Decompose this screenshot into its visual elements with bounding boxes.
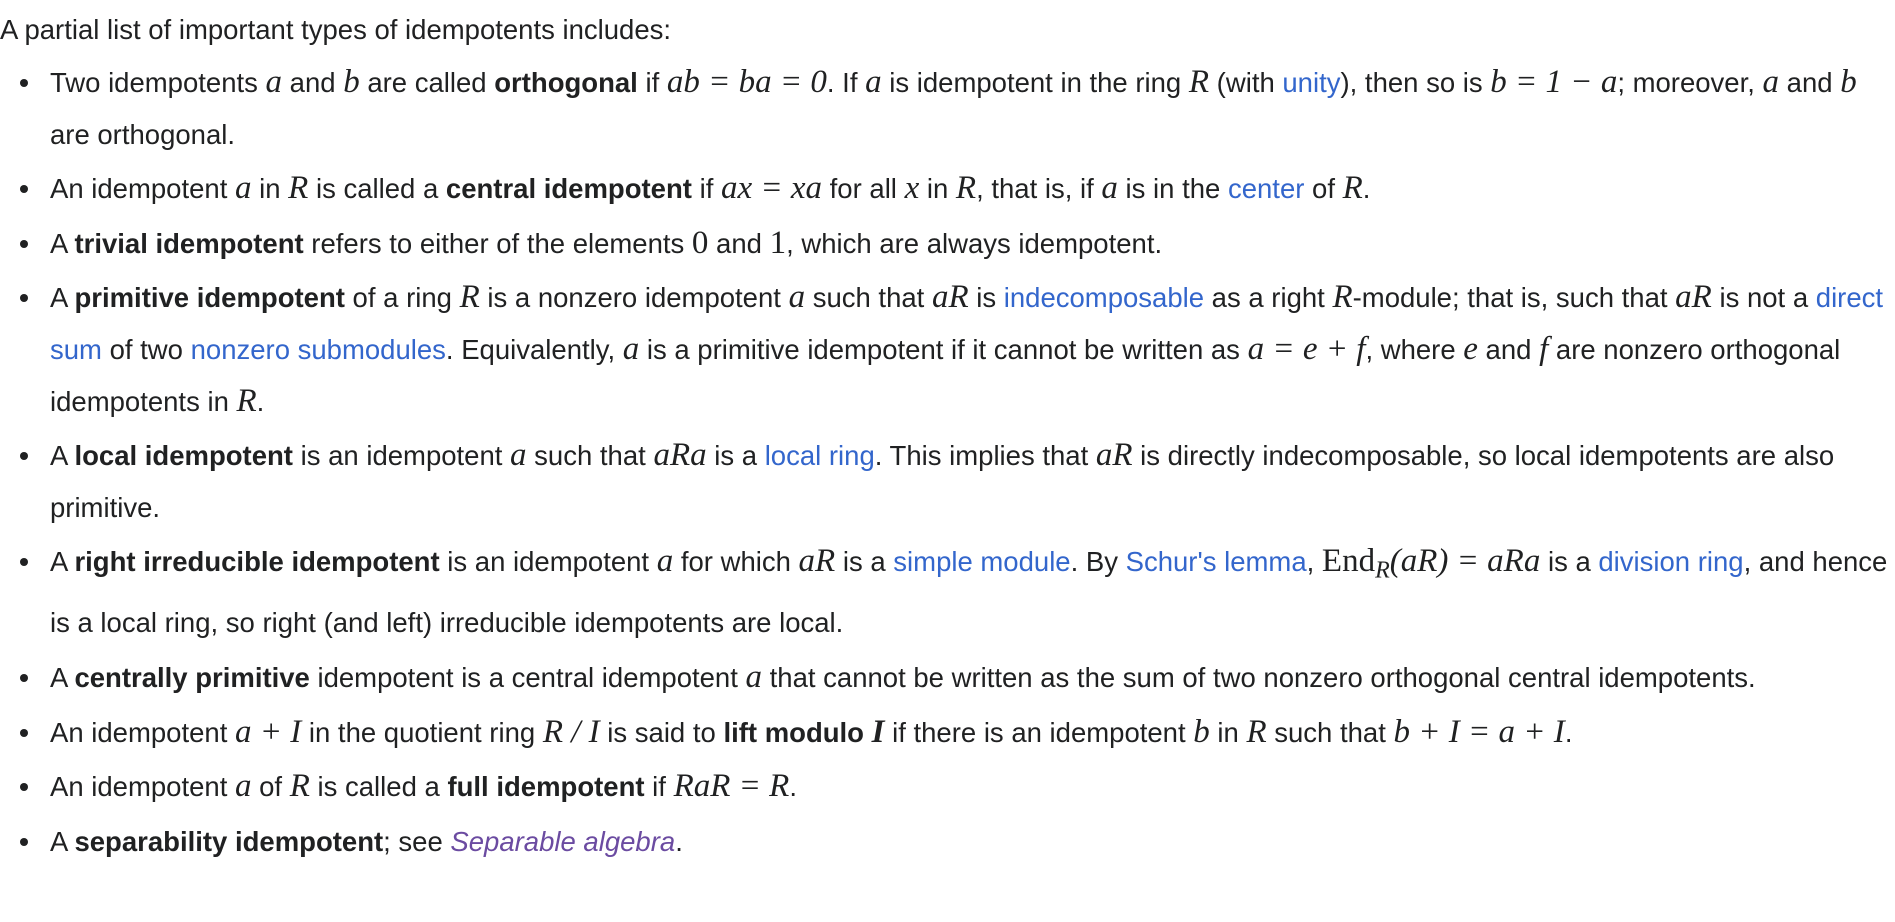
- math: R: [955, 170, 977, 207]
- text: if: [637, 67, 667, 98]
- text: . If: [826, 67, 866, 98]
- math: (aR) = aRa: [1389, 543, 1541, 580]
- list-item-right-irreducible-idempotent: [0, 536, 1895, 649]
- math: a: [1762, 64, 1780, 100]
- link-nonzero-submodules[interactable]: nonzero submodules: [190, 333, 446, 365]
- math: a: [234, 170, 252, 207]
- text: idempotent is a central idempotent: [309, 662, 746, 694]
- list-item-local-idempotent: [0, 430, 1895, 533]
- bullet-icon: [20, 783, 28, 791]
- text: are orthogonal.: [50, 118, 235, 150]
- text: and: [1779, 67, 1841, 98]
- text: Two idempotents: [50, 67, 266, 98]
- text: in the quotient ring: [301, 716, 543, 748]
- text: and: [1477, 333, 1540, 365]
- text: .: [1564, 716, 1573, 748]
- text: is a: [835, 546, 894, 578]
- idempotent-types-list: [0, 57, 1895, 867]
- text: An idempotent: [50, 771, 235, 803]
- text: . Equivalently,: [445, 333, 623, 365]
- term-full-idempotent: full idempotent: [447, 771, 645, 803]
- link-local-ring[interactable]: local ring: [764, 440, 875, 472]
- text: are nonzero orthogonal idempotents in: [50, 333, 1841, 417]
- term-separability-idempotent: separability idempotent: [74, 825, 384, 857]
- text: (with: [1209, 67, 1283, 98]
- bullet-icon: [20, 838, 28, 846]
- text: are called: [359, 67, 495, 98]
- math: a: [865, 64, 882, 100]
- list-item-lift-modulo: [0, 707, 1895, 759]
- text: of two: [101, 333, 191, 365]
- text: refers to either of the elements: [303, 227, 692, 259]
- math: aR: [931, 279, 969, 316]
- text: in: [251, 173, 289, 205]
- link-direct-sum[interactable]: direct sum: [50, 282, 1884, 365]
- text: and: [708, 227, 770, 259]
- math: b + I = a + I: [1393, 713, 1565, 750]
- text: A: [50, 546, 75, 578]
- text: .: [256, 385, 265, 417]
- bullet-icon: [20, 729, 28, 737]
- bullet-icon: [20, 294, 28, 302]
- text: ), then so is: [1340, 67, 1491, 98]
- text: of: [1304, 173, 1343, 205]
- math: ax = xa: [720, 170, 823, 207]
- math: a = e + f: [1247, 330, 1366, 367]
- list-item-trivial-idempotent: [0, 218, 1895, 270]
- text: such that: [805, 282, 932, 314]
- text: is an idempotent: [292, 440, 511, 472]
- math: a: [234, 768, 252, 805]
- list-item-centrally-primitive: [0, 652, 1895, 704]
- math: End: [1321, 543, 1376, 580]
- text: is not a: [1711, 282, 1816, 314]
- link-center[interactable]: center: [1227, 173, 1305, 205]
- math: R: [1246, 713, 1267, 750]
- text: in: [919, 173, 956, 205]
- text: is a: [1540, 546, 1599, 578]
- math: b: [1840, 64, 1857, 100]
- math: ab = ba = 0: [666, 64, 827, 100]
- bullet-icon: [20, 558, 28, 566]
- term-centrally-primitive: centrally primitive: [74, 662, 310, 694]
- text: such that: [526, 440, 654, 472]
- math: R: [459, 279, 480, 316]
- text: of: [251, 771, 290, 803]
- math: aRa: [653, 437, 707, 474]
- text: , where: [1365, 333, 1464, 365]
- math: a: [656, 543, 674, 580]
- link-division-ring[interactable]: division ring: [1598, 546, 1744, 578]
- math: R: [1188, 64, 1210, 100]
- text: .: [675, 825, 683, 857]
- math: a: [622, 330, 640, 367]
- math-subscript: R: [1375, 557, 1390, 584]
- math: R: [289, 768, 310, 805]
- math: a + I: [234, 713, 302, 750]
- text: ; see: [383, 825, 451, 857]
- text: for all: [822, 173, 905, 205]
- text: is directly indecomposable, so local idempotents are also primitive.: [50, 440, 1835, 523]
- term-local-idempotent: local idempotent: [74, 440, 293, 472]
- link-simple-module[interactable]: simple module: [893, 546, 1071, 578]
- text: is a: [706, 440, 765, 472]
- text: if: [644, 771, 674, 803]
- text: .: [789, 771, 797, 803]
- text: is an idempotent: [439, 546, 657, 578]
- text: A: [50, 440, 75, 472]
- text: of a ring: [344, 282, 460, 314]
- term-lift-modulo: lift modulo: [723, 716, 872, 748]
- text: A: [50, 825, 75, 857]
- text: in: [1209, 716, 1247, 748]
- list-item-primitive-idempotent: [0, 272, 1895, 427]
- text: A: [50, 227, 75, 259]
- intro-paragraph: A partial list of important types of idempotents includes:: [0, 14, 672, 45]
- text: , which are always idempotent.: [786, 227, 1163, 259]
- math: e: [1463, 330, 1478, 367]
- list-item-full-idempotent: [0, 761, 1895, 813]
- text: that cannot be written as the sum of two nonzero orthogonal central idempotents.: [762, 662, 1756, 694]
- list-item-separability-idempotent: [0, 816, 1895, 868]
- text: if: [691, 173, 721, 205]
- math: 0: [691, 224, 709, 261]
- math: 1: [769, 224, 787, 261]
- math: x: [904, 170, 920, 207]
- math: aR: [1675, 279, 1712, 316]
- text: A: [50, 282, 75, 314]
- text: as a right: [1204, 282, 1333, 314]
- text: .: [1362, 173, 1371, 205]
- term-trivial-idempotent: trivial idempotent: [74, 227, 304, 259]
- math: a: [745, 659, 763, 696]
- math: b: [1193, 713, 1210, 750]
- math: a: [788, 279, 806, 316]
- text: An idempotent: [50, 716, 235, 748]
- text: -module; that is, such that: [1352, 282, 1676, 314]
- list-item-orthogonal: [0, 57, 1895, 160]
- math: aR: [1095, 437, 1133, 474]
- math: a: [1101, 170, 1118, 207]
- text: is idempotent in the ring: [881, 67, 1189, 98]
- math: RaR = R: [673, 768, 790, 805]
- text: ; moreover,: [1617, 67, 1763, 98]
- math: R: [1342, 170, 1363, 207]
- bullet-icon: [20, 452, 28, 460]
- math: a: [510, 437, 527, 474]
- text: , and hence is a local ring, so right (and left) irreducible idempotents are local.: [50, 546, 1888, 639]
- link-indecomposable[interactable]: indecomposable: [1003, 282, 1205, 314]
- text: such that: [1266, 716, 1394, 748]
- text: An idempotent: [50, 173, 235, 205]
- text: is a primitive idempotent if it cannot be written as: [639, 333, 1248, 365]
- math: R: [288, 170, 309, 207]
- term-right-irreducible-idempotent: right irreducible idempotent: [74, 546, 440, 578]
- text: is called a: [308, 173, 446, 205]
- text: ,: [1306, 546, 1322, 578]
- text: . This implies that: [874, 440, 1096, 472]
- text: , that is, if: [976, 173, 1102, 205]
- term-orthogonal: orthogonal: [494, 67, 638, 98]
- text: . By: [1070, 546, 1126, 578]
- bullet-icon: [20, 185, 28, 193]
- math: aR: [798, 543, 836, 580]
- link-separable-algebra[interactable]: Separable algebra: [450, 825, 676, 857]
- math: a: [265, 64, 283, 100]
- term-central-idempotent: central idempotent: [445, 173, 692, 205]
- math: R / I: [542, 713, 600, 750]
- list-item-central-idempotent: [0, 163, 1895, 215]
- term-lift-modulo-math: I: [871, 713, 885, 750]
- math: R: [236, 382, 257, 419]
- text: if there is an idempotent: [884, 716, 1194, 748]
- bullet-icon: [20, 240, 28, 248]
- text: A: [50, 662, 75, 694]
- text: is said to: [599, 716, 724, 748]
- math: b = 1 − a: [1490, 64, 1618, 100]
- math: f: [1539, 330, 1549, 367]
- text: is: [968, 282, 1004, 314]
- bullet-icon: [20, 79, 28, 87]
- bullet-icon: [20, 674, 28, 682]
- link-schurs-lemma[interactable]: Schur's lemma: [1125, 546, 1307, 578]
- text: and: [282, 67, 344, 98]
- text: for which: [673, 546, 799, 578]
- text: is in the: [1117, 173, 1228, 205]
- text: is a nonzero idempotent: [479, 282, 789, 314]
- math: R: [1332, 279, 1353, 316]
- text: is called a: [309, 771, 448, 803]
- link-unity[interactable]: unity: [1282, 67, 1341, 98]
- math: b: [343, 64, 360, 100]
- term-primitive-idempotent: primitive idempotent: [74, 282, 345, 314]
